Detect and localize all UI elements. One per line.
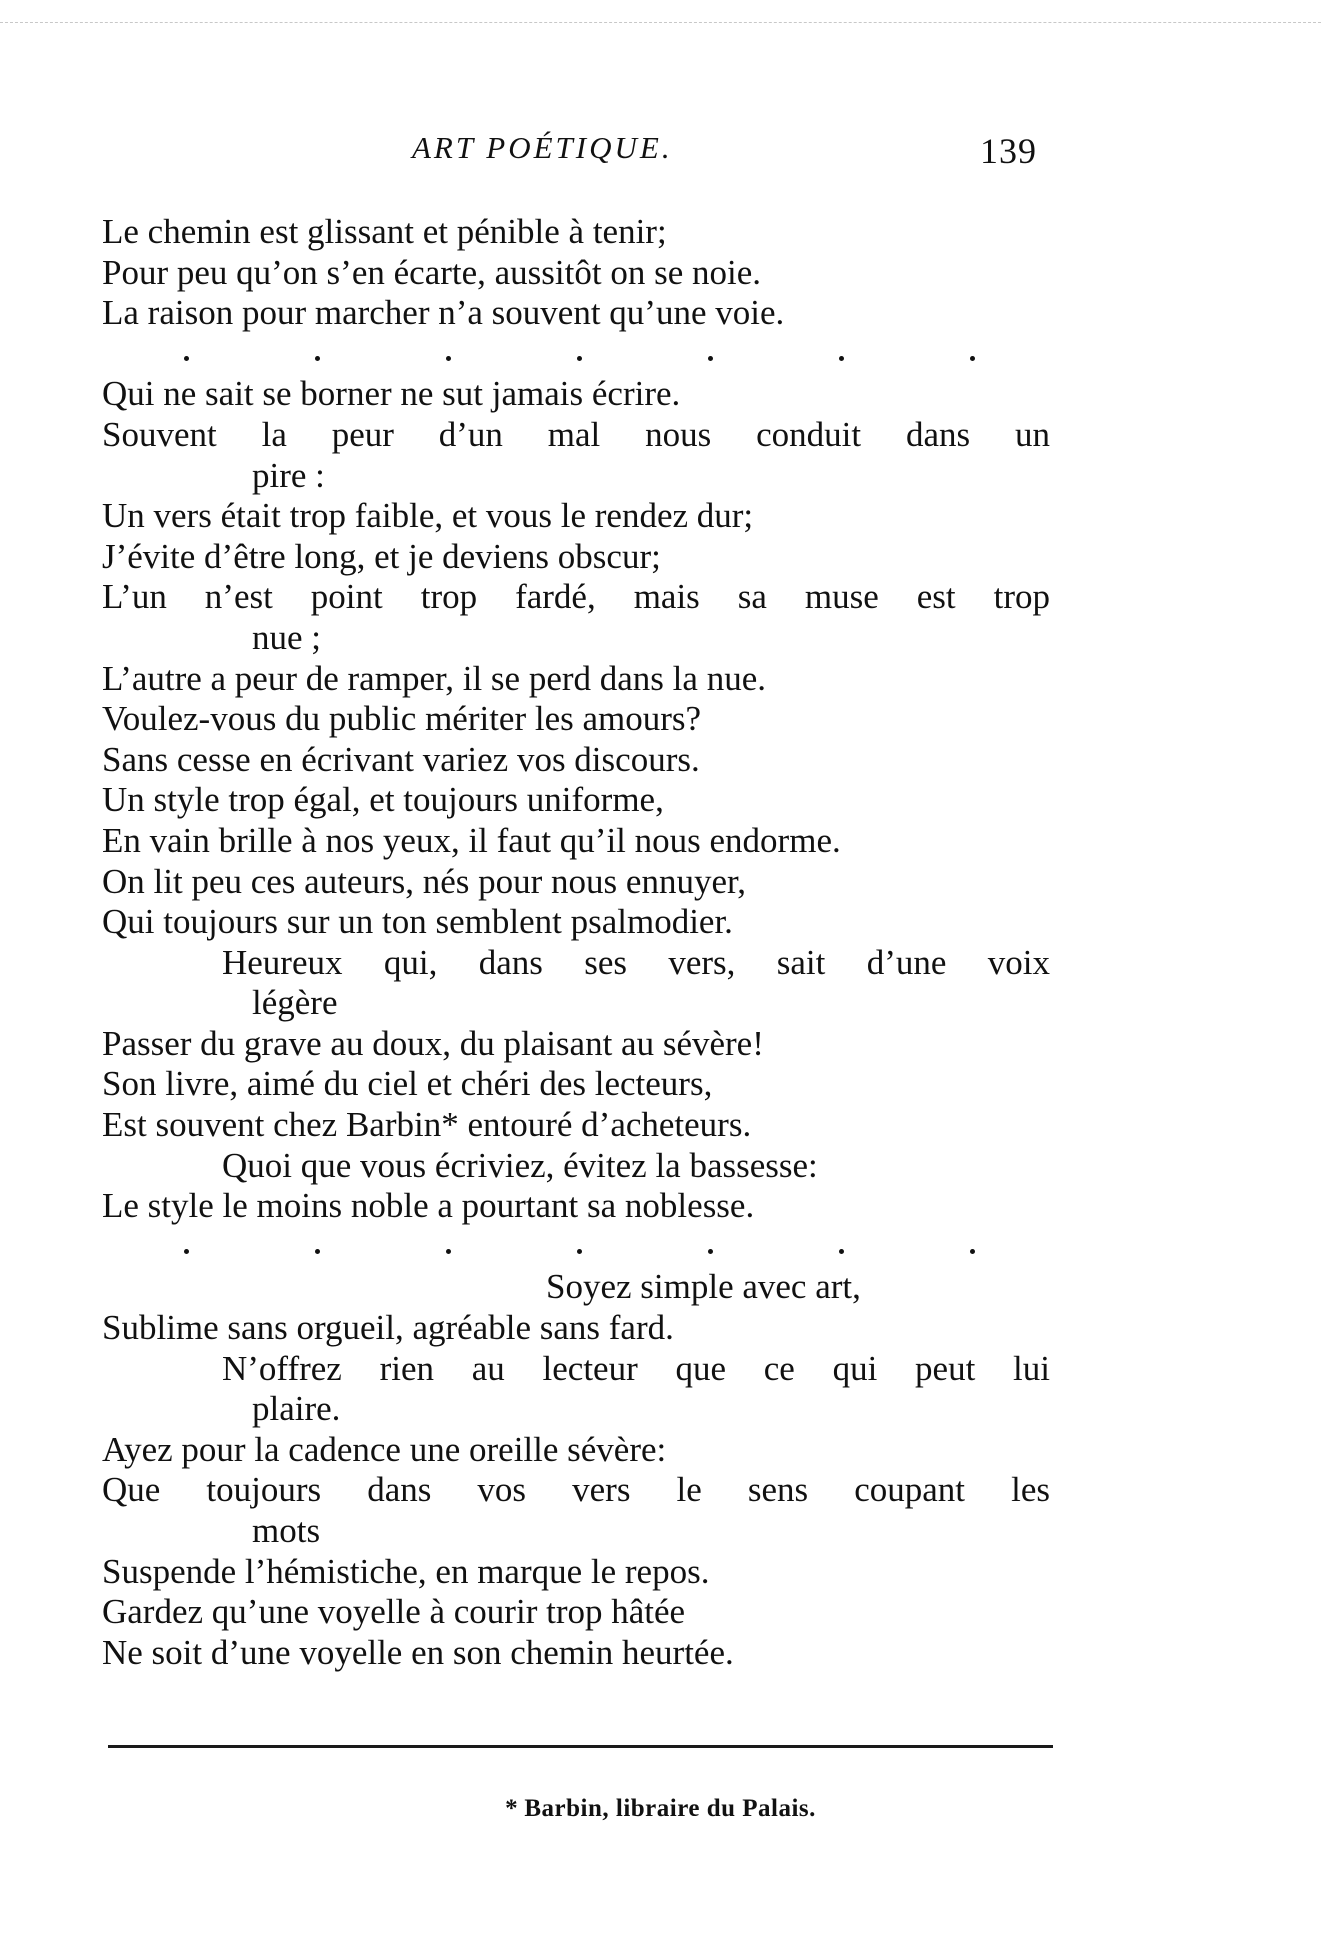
verse-line: Un vers était trop faible, et vous le rendez dur;	[102, 496, 754, 536]
verse-line-indented: N’offrez rien au lecteur que ce qui peut lui	[222, 1348, 1050, 1388]
scan-edge-line	[0, 22, 1321, 23]
verse-line: Le chemin est glissant et pénible à tenir;	[102, 212, 667, 251]
running-title: ART POÉTIQUE.	[412, 130, 673, 165]
poem-text	[102, 212, 1050, 1673]
verse-line: Voulez-vous du public mériter les amours?	[102, 699, 702, 739]
verse-line: Sans cesse en écrivant variez vos discours.	[102, 739, 700, 779]
verse-line: Passer du grave au doux, du plaisant au sévère!	[102, 1023, 764, 1063]
verse-line: L’autre a peur de ramper, il se perd dans la nue.	[102, 658, 766, 698]
verse-line: Ne soit d’une voyelle en son chemin heurtée.	[102, 1632, 734, 1672]
verse-line-indented: Quoi que vous écriviez, évitez la bassesse:	[222, 1145, 818, 1185]
verse-line: Le style le moins noble a pourtant sa noblesse.	[102, 1186, 755, 1226]
verse-line: Qui ne sait se borner ne sut jamais écrire.	[102, 374, 681, 414]
verse-line: Son livre, aimé du ciel et chéri des lecteurs,	[102, 1064, 713, 1104]
verse-line: Que toujours dans vos vers le sens coupant les	[102, 1470, 1050, 1510]
page-number: 139	[980, 131, 1037, 171]
verse-line: Souvent la peur d’un mal nous conduit dans un	[102, 414, 1050, 454]
footnote-text: Barbin, libraire du Palais.	[524, 1795, 816, 1822]
verse-line: Un style trop égal, et toujours uniforme,	[102, 780, 664, 820]
verse-line: On lit peu ces auteurs, nés pour nous ennuyer,	[102, 861, 746, 901]
verse-line-continuation: plaire.	[252, 1389, 341, 1429]
verse-line: Qui toujours sur un ton semblent psalmodier.	[102, 902, 733, 942]
footnote-mark: *	[505, 1795, 519, 1822]
verse-line-hemistich: Soyez simple avec art,	[546, 1267, 861, 1307]
ellipsis-dots	[102, 334, 1050, 375]
verse-line-indented: Heureux qui, dans ses vers, sait d’une voix	[222, 942, 1050, 982]
verse-line: J’évite d’être long, et je deviens obscur;	[102, 536, 661, 576]
verse-line: Pour peu qu’on s’en écarte, aussitôt on se noie.	[102, 252, 762, 292]
verse-line: Sublime sans orgueil, agréable sans fard.	[102, 1308, 674, 1348]
footnote-rule	[108, 1745, 1053, 1748]
verse-line: Gardez qu’une voyelle à courir trop hâtée	[102, 1592, 686, 1632]
verse-line: Suspende l’hémistiche, en marque le repos.	[102, 1551, 710, 1591]
verse-line: Ayez pour la cadence une oreille sévère:	[102, 1429, 667, 1469]
verse-line: La raison pour marcher n’a souvent qu’une voie.	[102, 293, 785, 333]
verse-line-continuation: mots	[252, 1511, 321, 1550]
verse-line-continuation: nue ;	[252, 617, 322, 657]
verse-line-continuation: légère	[252, 983, 338, 1023]
verse-line: Est souvent chez Barbin* entouré d’acheteurs.	[102, 1105, 752, 1145]
verse-line: En vain brille à nos yeux, il faut qu’il nous endorme.	[102, 820, 841, 860]
running-head	[0, 130, 1321, 174]
footnote	[0, 1795, 1321, 1823]
verse-line-continuation: pire :	[252, 455, 325, 495]
verse-line: L’un n’est point trop fardé, mais sa muse est trop	[102, 577, 1050, 617]
ellipsis-dots	[102, 1227, 1050, 1268]
